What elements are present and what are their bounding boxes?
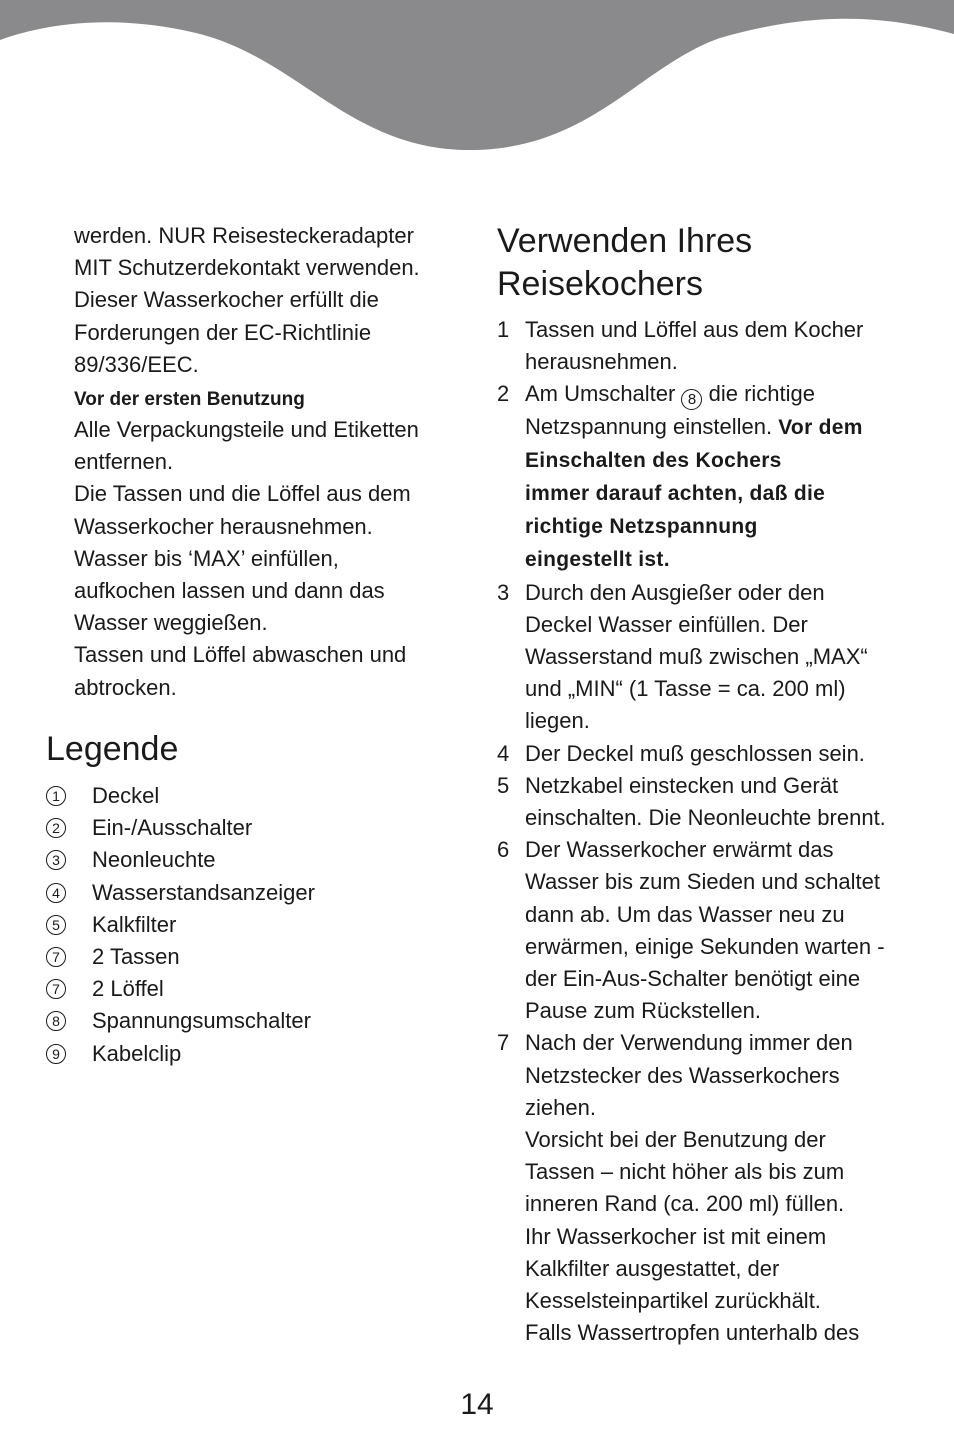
warning-text: Einschalten des Kochers [525,448,782,472]
step-line: Der Deckel muß geschlossen sein. [525,740,865,766]
step-number: 3 [497,579,510,605]
legend-item [46,1005,315,1037]
step-line: Wasser bis zum Sieden und schaltet [525,869,881,895]
step-item [497,577,922,738]
first-use-paragraph [74,414,464,704]
step-line: Tassen und Löffel aus dem Kocher [525,317,864,342]
legend-label: Kalkfilter [92,911,177,937]
first-use-line: Wasser weggießen. [74,610,268,636]
warning-text: eingestellt ist. [525,548,670,572]
step-text [525,378,922,576]
step-line: und „MIN“ (1 Tasse = ca. 200 ml) [525,676,846,702]
step-text [525,834,922,1027]
step-line: Ihr Wasserkocher ist mit einem [525,1223,827,1249]
step-number: 7 [497,1030,510,1056]
right-column [497,220,922,1350]
step-number: 1 [497,317,510,342]
first-use-line: entfernen. [74,449,174,475]
warning-text: immer darauf achten, daß die [525,482,826,506]
intro-line: werden. NUR Reisesteckeradapter [74,223,414,248]
legend-title: Legende [46,730,179,768]
legend-list [46,780,315,1070]
first-use-line: Tassen und Löffel abwaschen und [74,642,407,668]
step-line: Nach der Verwendung immer den [525,1030,853,1056]
legend-label: 2 Tassen [92,943,180,969]
legend-label: 2 Löffel [92,976,164,1002]
intro-paragraph [74,220,464,381]
intro-line: Forderungen der EC-Richtlinie [74,319,372,345]
legend-number-icon: 1 [46,786,66,806]
first-use-line: Wasserkocher herausnehmen. [74,513,373,539]
step-text [525,770,922,834]
legend-number-icon: 8 [46,1011,66,1031]
step-number: 2 [497,381,510,407]
step-item [497,834,922,1027]
legend-number-icon: 3 [46,850,66,870]
legend-item [46,877,315,909]
header-wave-decoration [0,0,954,160]
legend-item [46,780,315,812]
step-item [497,314,922,378]
step-line: liegen. [525,708,590,734]
legend-number-icon: 7 [46,947,66,967]
legend-label: Neonleuchte [92,847,216,873]
step-line: Kesselsteinpartikel zurückhält. [525,1288,821,1314]
step-item [497,378,922,576]
step-line: Durch den Ausgießer oder den [525,579,825,605]
legend-item [46,1038,315,1070]
step-line: der Ein-Aus-Schalter benötigt eine [525,966,861,992]
legend-number-icon: 5 [46,915,66,935]
step-line: Am Umschalter [525,381,676,407]
step-line: Netzspannung einstellen. [525,413,773,439]
step-text [525,314,922,378]
legend-label: Deckel [92,783,160,808]
usage-title-line: Reisekochers [497,265,703,303]
step-line: Tassen – nicht höher als bis zum [525,1159,845,1185]
step-line: Falls Wassertropfen unterhalb des [525,1320,860,1346]
legend-label: Wasserstandsanzeiger [92,879,315,905]
first-use-line: abtrocken. [74,674,177,700]
step-number: 6 [497,837,510,863]
legend-item [46,844,315,876]
first-use-line: Alle Verpackungsteile und Etiketten [74,417,419,443]
step-line: die richtige [708,381,815,407]
first-use-line: Die Tassen und die Löffel aus dem [74,481,411,507]
legend-item [46,909,315,941]
warning-text: richtige Netzspannung [525,515,758,539]
step-line: Kalkfilter ausgestattet, der [525,1255,780,1281]
page-number: 14 [460,1388,494,1421]
warning-text: Vor dem [778,415,863,439]
usage-steps [497,314,922,1350]
legend-item [46,941,315,973]
legend-number-icon: 4 [46,883,66,903]
step-line: Netzstecker des Wasserkochers [525,1062,840,1088]
step-line: dann ab. Um das Wasser neu zu [525,901,845,927]
legend-number-icon: 2 [46,818,66,838]
step-line: ziehen. [525,1094,596,1120]
step-line: herausnehmen. [525,349,678,375]
legend-label: Kabelclip [92,1040,182,1066]
first-use-heading: Vor der ersten Benutzung [74,389,305,411]
step-line: Wasserstand muß zwischen „MAX“ [525,644,868,670]
step-text [525,738,922,770]
left-column [74,220,464,704]
legend-item [46,973,315,1005]
legend-number-icon: 9 [46,1044,66,1064]
step-number: 5 [497,772,510,798]
step-line: Der Wasserkocher erwärmt das [525,837,834,863]
step-line: Vorsicht bei der Benutzung der [525,1127,826,1153]
step-number: 4 [497,740,510,766]
intro-line: MIT Schutzerdekontakt verwenden. [74,255,420,281]
step-line: Pause zum Rückstellen. [525,998,761,1024]
step-item [497,738,922,770]
usage-title [497,220,922,306]
step-item [497,1027,922,1349]
step-line: inneren Rand (ca. 200 ml) füllen. [525,1191,845,1217]
usage-title-line: Verwenden Ihres [497,222,753,260]
intro-line: 89/336/EEC. [74,351,199,377]
step-item [497,770,922,834]
switch-number-icon: 8 [681,389,702,410]
step-text [525,577,922,738]
first-use-line: aufkochen lassen und dann das [74,578,385,604]
intro-line: Dieser Wasserkocher erfüllt die [74,287,379,313]
legend-item [46,812,315,844]
step-text [525,1027,922,1349]
step-line: Deckel Wasser einfüllen. Der [525,611,808,637]
first-use-line: Wasser bis ‘MAX’ einfüllen, [74,545,339,571]
step-line: einschalten. Die Neonleuchte brennt. [525,805,886,831]
step-line: Netzkabel einstecken und Gerät [525,772,839,798]
legend-label: Spannungsumschalter [92,1008,311,1034]
legend-number-icon: 7 [46,979,66,999]
step-line: erwärmen, einige Sekunden warten - [525,933,885,959]
legend-label: Ein-/Ausschalter [92,815,253,841]
